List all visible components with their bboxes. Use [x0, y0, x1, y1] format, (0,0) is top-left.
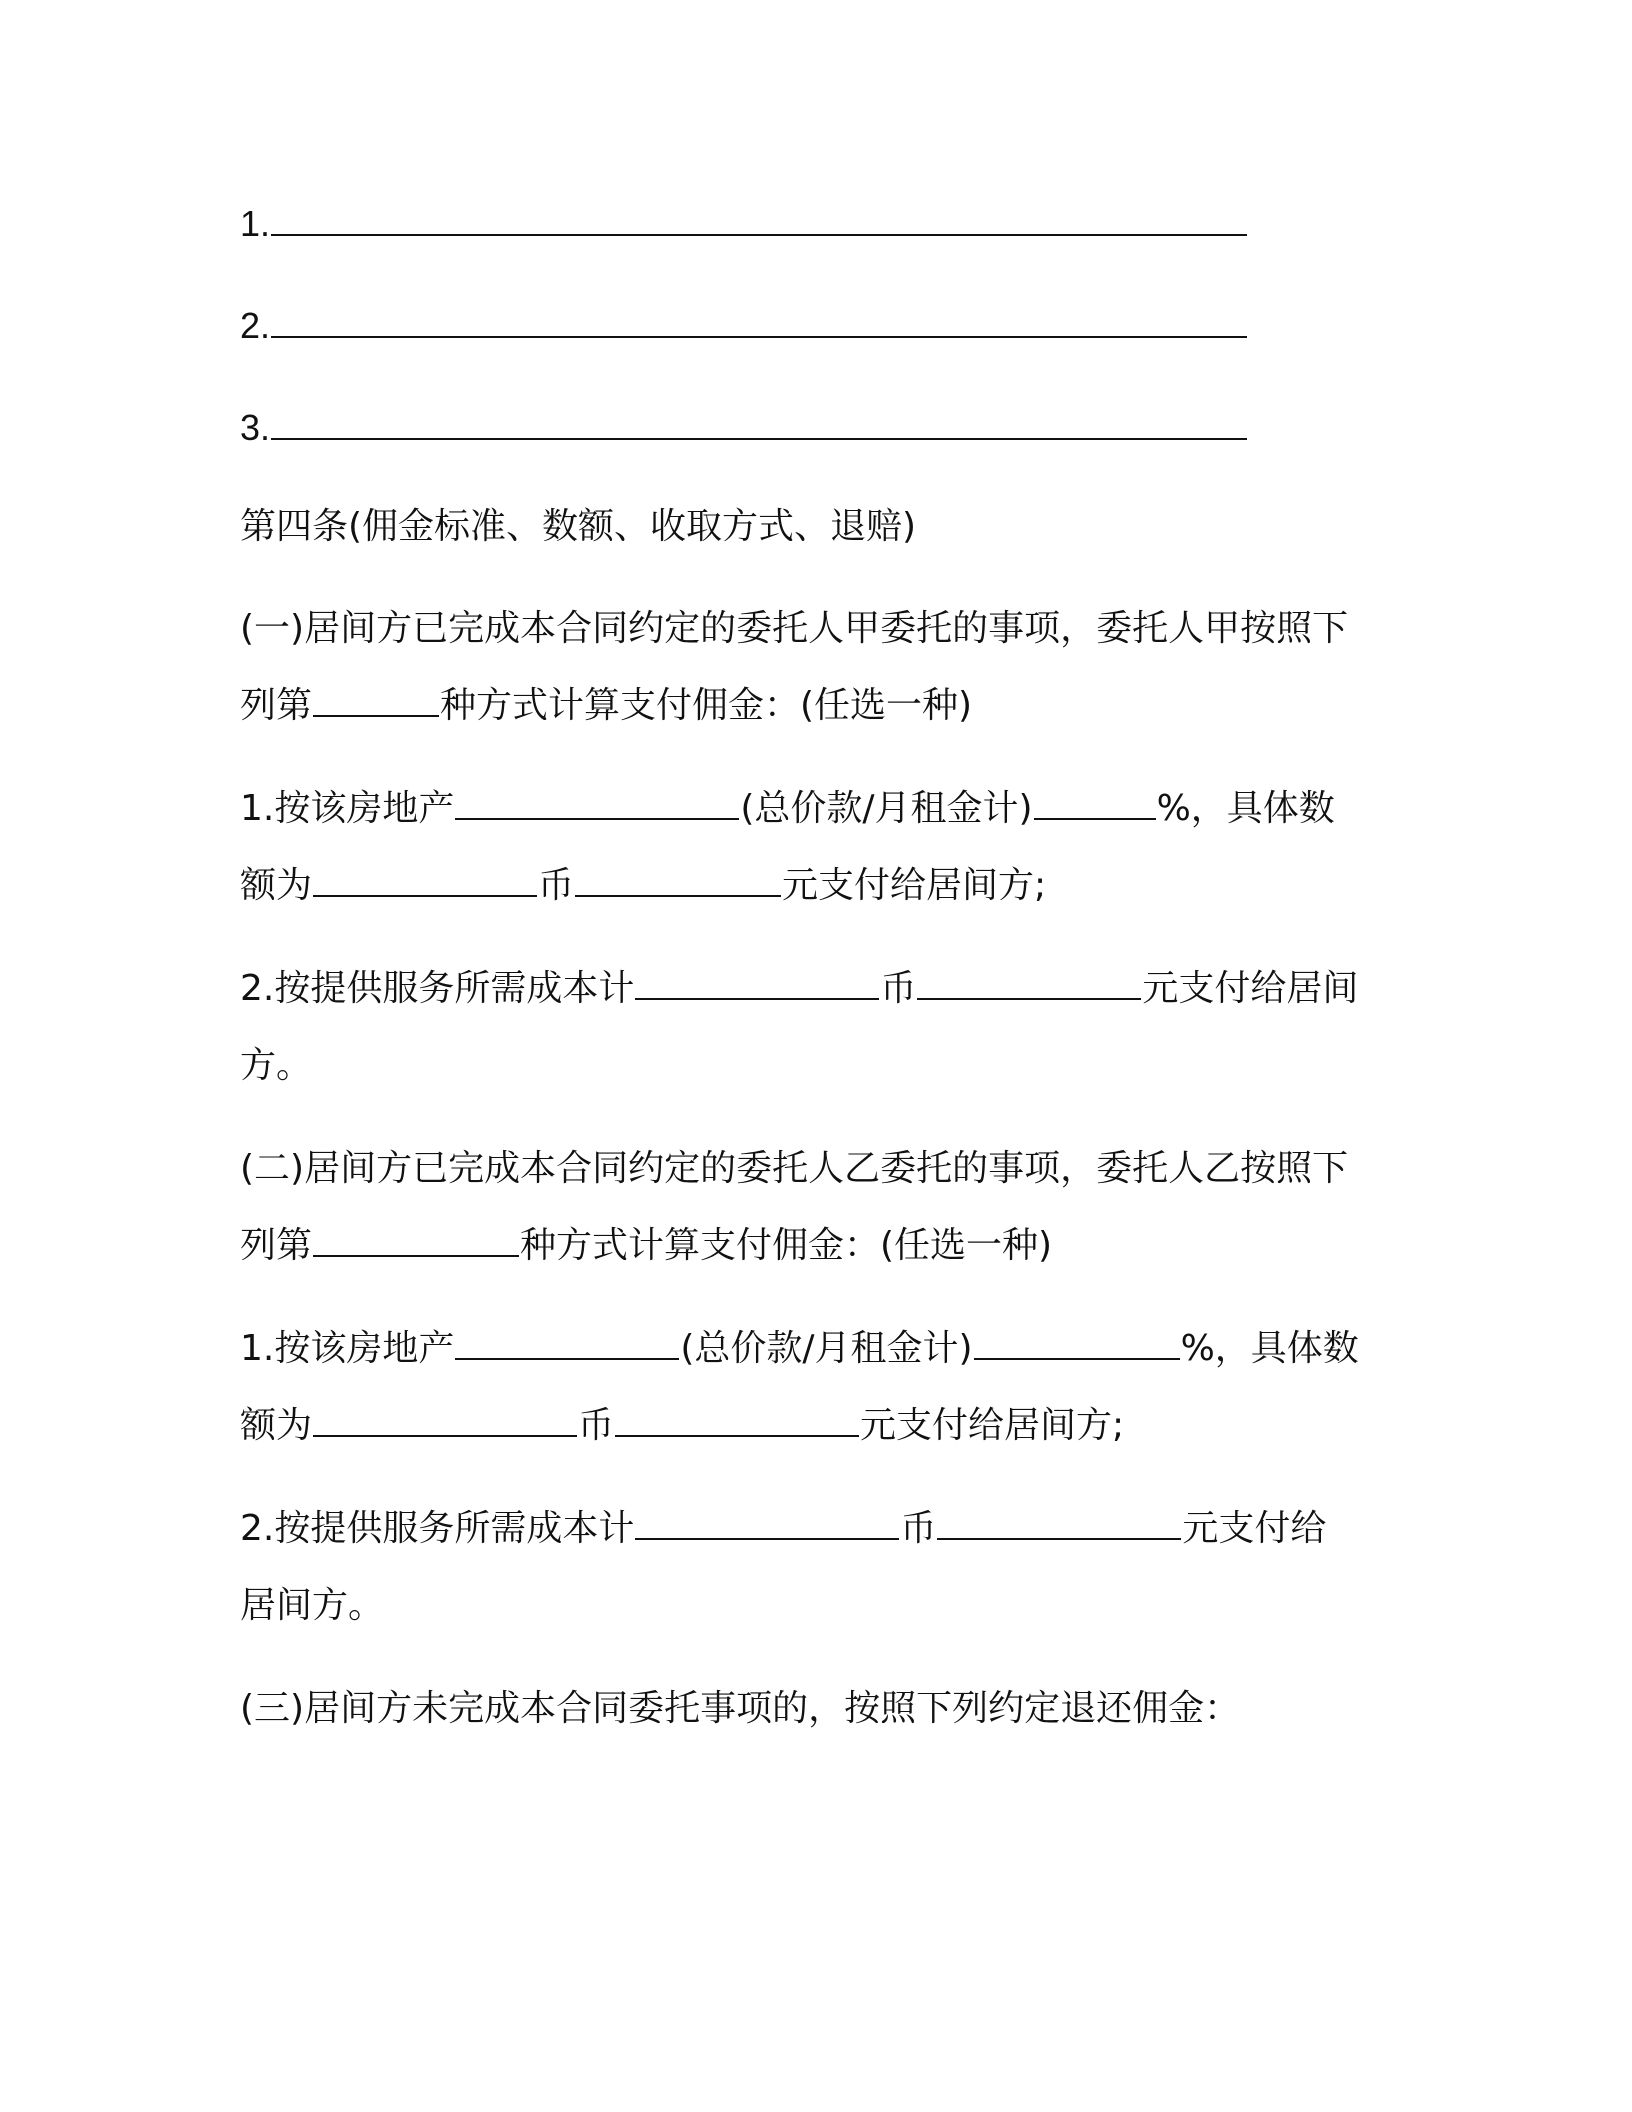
text-segment: 元支付给居间: [1142, 968, 1359, 1009]
blank-field[interactable]: [271, 306, 1247, 338]
section-1-method-line: [240, 682, 972, 730]
text-segment: 币: [900, 1508, 937, 1549]
section-2-option-1-amount: [240, 1402, 1124, 1450]
text-segment: 额为: [240, 865, 313, 906]
blank-item-1: [240, 200, 1248, 248]
text-segment: 1.按该房地产: [240, 1328, 455, 1369]
section-2-option-1: [240, 1325, 1359, 1373]
section-1-option-1: [240, 785, 1335, 833]
text-segment: 元支付给: [1182, 1508, 1327, 1549]
property-blank[interactable]: [455, 788, 739, 820]
section-2-text: (二)居间方已完成本合同约定的委托人乙委托的事项，委托人乙按照下: [240, 1148, 1349, 1189]
section-2-method-line: [240, 1222, 1052, 1270]
cost-amount-blank[interactable]: [937, 1508, 1181, 1540]
text-segment: 元支付给居间方;: [782, 865, 1047, 906]
property-blank[interactable]: [455, 1328, 679, 1360]
text-segment: %，具体数: [1180, 1328, 1359, 1369]
section-2-option-2-end: 居间方。: [240, 1585, 385, 1626]
blank-item-2: [240, 302, 1248, 350]
section-1-option-1-amount: [240, 862, 1046, 910]
percent-blank[interactable]: [974, 1328, 1180, 1360]
text-segment: 列第: [240, 685, 313, 726]
section-3-text: (三)居间方未完成本合同委托事项的，按照下列约定退还佣金：: [240, 1688, 1241, 1729]
currency-blank[interactable]: [313, 865, 537, 897]
currency-blank[interactable]: [313, 1405, 577, 1437]
text-segment: 列第: [240, 1225, 313, 1266]
blank-field[interactable]: [271, 204, 1247, 236]
text-segment: 币: [538, 865, 575, 906]
section-1-text: (一)居间方已完成本合同约定的委托人甲委托的事项，委托人甲按照下: [240, 608, 1349, 649]
cost-currency-blank[interactable]: [635, 968, 879, 1000]
text-segment: (总价款/月租金计): [740, 788, 1033, 829]
amount-blank[interactable]: [615, 1405, 859, 1437]
method-choice-blank[interactable]: [313, 685, 439, 717]
method-choice-blank[interactable]: [313, 1225, 519, 1257]
text-segment: 1.按该房地产: [240, 788, 455, 829]
article-4-heading: 第四条(佣金标准、数额、收取方式、退赔): [240, 506, 917, 547]
text-segment: (总价款/月租金计): [680, 1328, 973, 1369]
item-number: 1.: [240, 203, 271, 244]
item-number: 3.: [240, 407, 271, 448]
text-segment: 币: [578, 1405, 615, 1446]
text-segment: 种方式计算支付佣金：(任选一种): [440, 685, 973, 726]
percent-blank[interactable]: [1034, 788, 1156, 820]
section-2-option-2: [240, 1505, 1326, 1553]
text-segment: 元支付给居间方;: [860, 1405, 1125, 1446]
cost-currency-blank[interactable]: [635, 1508, 899, 1540]
amount-blank[interactable]: [575, 865, 781, 897]
item-number: 2.: [240, 305, 271, 346]
text-segment: 2.按提供服务所需成本计: [240, 968, 635, 1009]
text-segment: %，具体数: [1156, 788, 1335, 829]
blank-field[interactable]: [271, 408, 1247, 440]
text-segment: 2.按提供服务所需成本计: [240, 1508, 635, 1549]
section-1-option-2: [240, 965, 1358, 1013]
cost-amount-blank[interactable]: [917, 968, 1141, 1000]
section-1-option-2-end: 方。: [240, 1045, 313, 1086]
text-segment: 币: [880, 968, 917, 1009]
text-segment: 额为: [240, 1405, 313, 1446]
text-segment: 种方式计算支付佣金：(任选一种): [520, 1225, 1053, 1266]
blank-item-3: [240, 404, 1248, 452]
